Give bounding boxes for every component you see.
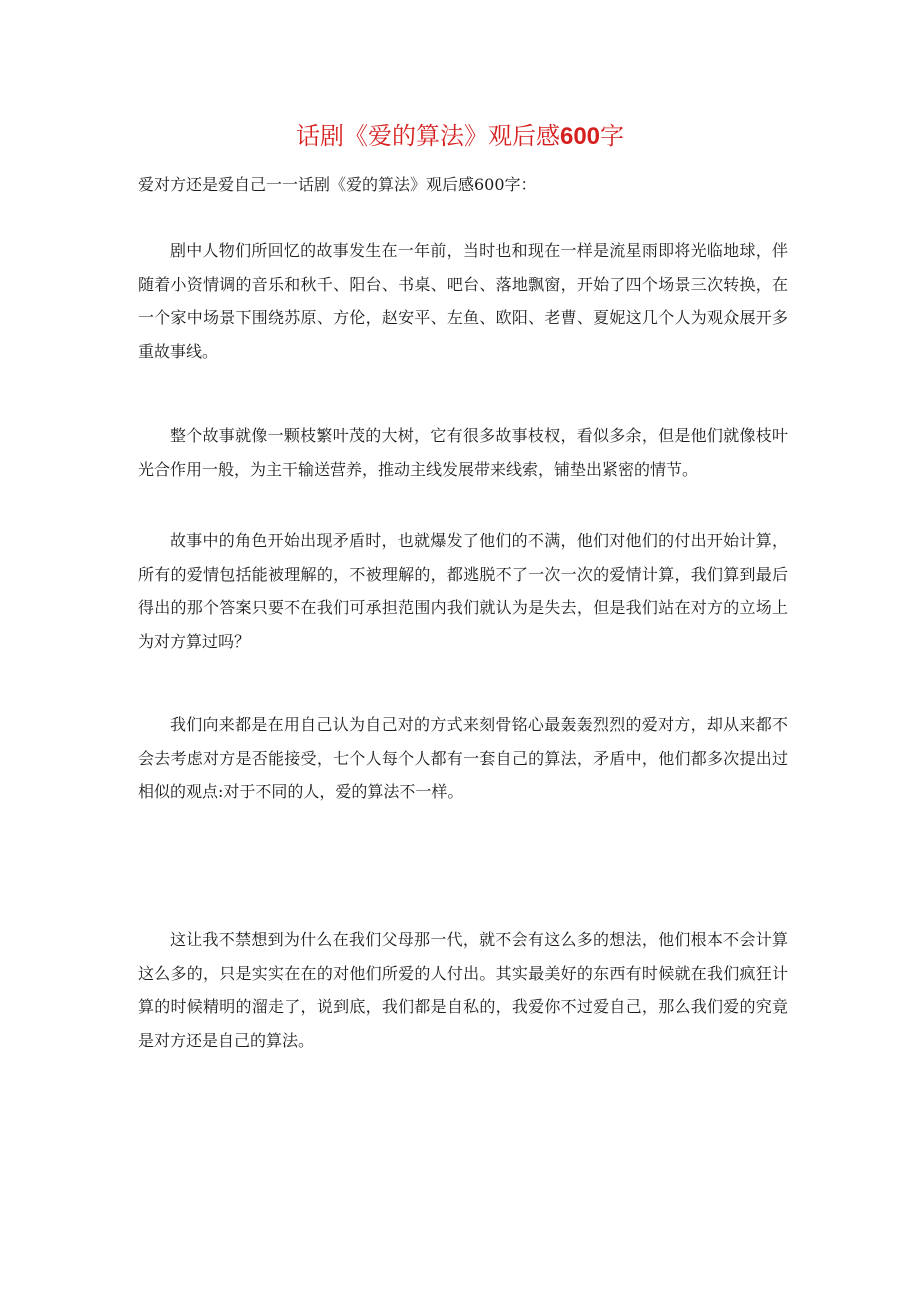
title-number: 600 (559, 123, 601, 150)
paragraph: 我们向来都是在用自己认为自己对的方式来刻骨铭心最轰轰烈烈的爱对方，却从来都不会去考虑对方是否能接受，七个人每个人都有一套自己的算法，矛盾中，他们都多次提出过相似的观点:对于不同的人，爱的算法不一样。 (138, 715, 788, 801)
document-subtitle: 爱对方还是爱自己一一话剧《爱的算法》观后感600字： (138, 175, 537, 194)
paragraph: 整个故事就像一颗枝繁叶茂的大树，它有很多故事枝杈，看似多余，但是他们就像枝叶光合作用一般，为主干输送营养，推动主线发展带来线索，铺垫出紧密的情节。 (138, 426, 788, 479)
title-prefix: 话剧《爱的算法》观后感 (295, 122, 560, 150)
paragraph: 剧中人物们所回忆的故事发生在一年前，当时也和现在一样是流星雨即将光临地球，伴随着小资情调的音乐和秋千、阳台、书桌、吧台、落地飘窗，开始了四个场景三次转换，在一个家中场景下围绕苏原、方伦，赵安平、左鱼、欧阳、老曹、夏妮这几个人为观众展开多重故事线。 (138, 241, 788, 361)
paragraph: 这让我不禁想到为什么在我们父母那一代，就不会有这么多的想法，他们根本不会计算这么多的，只是实实在在的对他们所爱的人付出。其实最美好的东西有时候就在我们疯狂计算的时候精明的溜走了，说到底，我们都是自私的，我爱你不过爱自己，那么我们爱的究竟是对方还是自己的算法。 (138, 930, 788, 1050)
paragraph: 故事中的角色开始出现矛盾时，也就爆发了他们的不满，他们对他们的付出开始计算，所有的爱情包括能被理解的，不被理解的，都逃脱不了一次一次的爱情计算，我们算到最后得出的那个答案只要不在我们可承担范围内我们就认为是失去，但是我们站在对方的立场上为对方算过吗？ (138, 531, 788, 651)
title-suffix: 字 (600, 122, 625, 150)
document-title (0, 118, 920, 155)
